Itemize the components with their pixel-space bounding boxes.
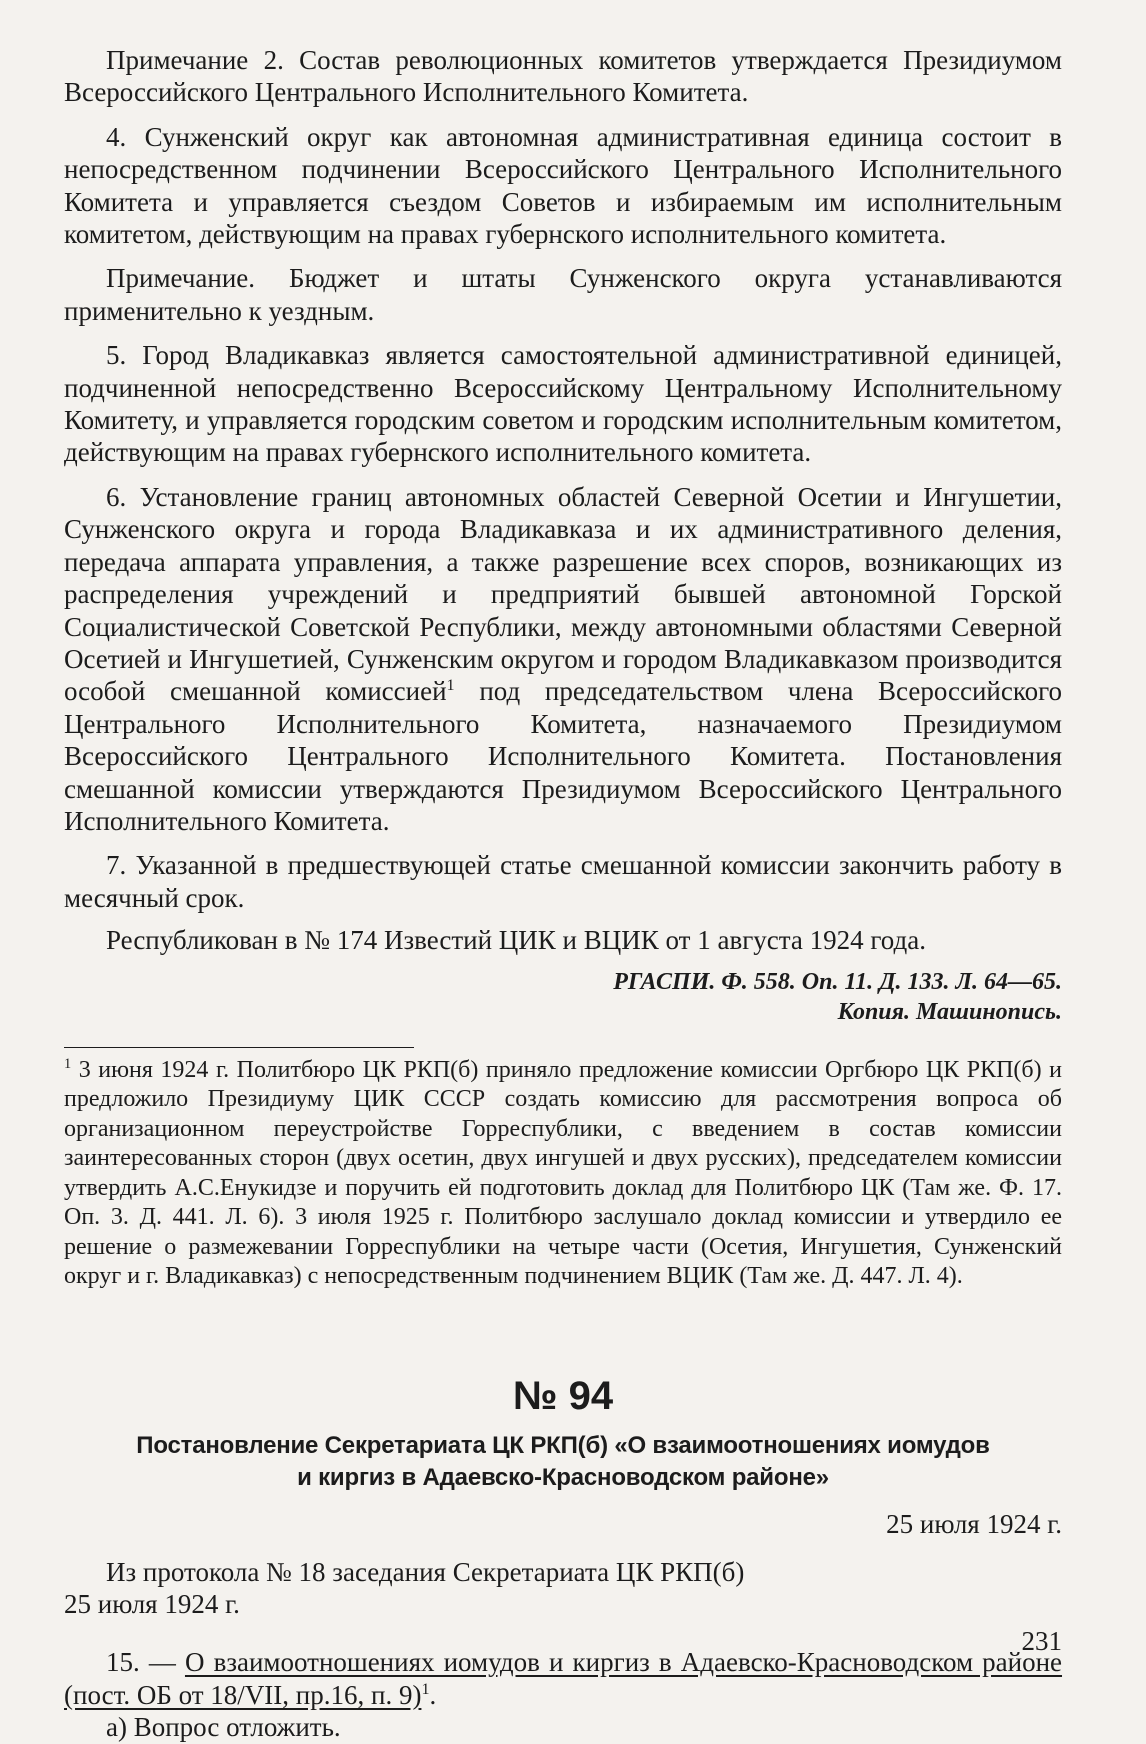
paragraph-note-2: Примечание 2. Состав революционных комитетов утверждается Президиумом Всероссийского Центрального Исполнительного Комитета. (64, 45, 1062, 108)
paragraph-article-5: 5. Город Владикавказ является самостоятельной административной единицей, подчиненной непосредственно Всероссийскому Центральному Исполнительному Комитету, и управляется городским советом и городским исполнительным комитетом, действующим на правах губернского исполнительного комитета. (64, 340, 1062, 468)
footnote-reference: 1 (446, 676, 455, 695)
paragraph-article-7: 7. Указанной в предшествующей статье смешанной комиссии закончить работу в месячный срок. (64, 850, 1062, 913)
article-6-text-after: под председательством члена Всероссийского Центрального Исполнительного Комитета, назначаемого Президиумом Всероссийского Центрального Исполнительного Комитета. Постановления смешанной комиссии утверждаются Президиумом Всероссийского Центрального Исполнительного Комитета. (64, 676, 1063, 836)
protocol-section (64, 1556, 1062, 1744)
protocol-date: 25 июля 1924 г. (64, 1588, 240, 1619)
agenda-item-period: . (429, 1679, 437, 1710)
page-number: 231 (1021, 1626, 1062, 1656)
paragraph-article-4: 4. Сунженский округ как автономная административная единица состоит в непосредственном подчинении Всероссийского Центрального Исполнительного Комитета и управляется съездом Советов и избираемым им исполнительным комитетом, действующим на правах губернского исполнительного комитета. (64, 121, 1062, 250)
document-title (64, 1430, 1062, 1494)
article-6-text-before: 6. Установление границ автономных областей Северной Осетии и Ингушетии, Сунженского округа и города Владикавказа и их административного деления, передача аппарата управления, а также разрешение всех споров, возникающих из распределения учреждений и предприятий бывшей автономной Горской Социалистической Советской Республики, между автономными областями Северной Осетией и Ингушетией, Сунженским округом и городом Владикавказом производится особой смешанной комиссией (64, 481, 1062, 707)
footnote (64, 1056, 1062, 1292)
footnote-divider (64, 1047, 414, 1048)
copy-type: Копия. Машинопись. (837, 998, 1062, 1025)
paragraph-note: Примечание. Бюджет и штаты Сунженского округа устанавливаются применительно к уездным. (64, 263, 1062, 326)
footnote-marker: 1 (64, 1055, 72, 1072)
footnote-text (64, 1056, 1062, 1292)
protocol-heading: Из протокола № 18 заседания Секретариата ЦК РКП(б) (106, 1556, 745, 1587)
document-number: № 94 (512, 1373, 614, 1418)
agenda-footnote-reference: 1 (421, 1679, 430, 1698)
agenda-item-number: 15. — (106, 1647, 185, 1678)
agenda-item-15 (64, 1646, 1062, 1711)
main-text (64, 44, 1062, 957)
paragraph-article-6 (64, 481, 1062, 837)
archive-reference: РГАСПИ. Ф. 558. Оп. 11. Д. 133. Л. 64—65. (613, 968, 1062, 995)
agenda-decision: а) Вопрос отложить. (106, 1712, 341, 1743)
document-date: 25 июля 1924 г. (886, 1508, 1062, 1539)
document-title-line-1: Постановление Секретариата ЦК РКП(б) «О взаимоотношениях иомудов (136, 1431, 990, 1459)
agenda-item-title: О взаимоотношениях иомудов и киргиз в Адаевско-Красноводском районе (пост. ОБ от 18/VII, пр.16, п. 9) (64, 1647, 1063, 1710)
footnote-body: 3 июня 1924 г. Политбюро ЦК РКП(б) приняло предложение комиссии Оргбюро ЦК РКП(б) и предложило Президиуму ЦИК СССР создать комиссию для рассмотрения вопроса об организационном переустройстве Горреспублики, с введением в состав комиссии заинтересованных сторон (двух осетин, двух ингушей и двух русских), председателем комиссии утвердить А.С.Енукидзе и поручить ей подготовить доклад для Политбюро ЦК (Там же. Ф. 17. Оп. 3. Д. 441. Л. 6). 3 июля 1925 г. Политбюро заслушало доклад комиссии и утвердило ее решение о размежевании Горреспублики на четыре части (Осетия, Ингушетия, Сунженский округ и г. Владикавказ) с непосредственным подчинением ВЦИК (Там же. Д. 447. Л. 4). (64, 1056, 1062, 1290)
document-title-line-2: и киргиз в Адаевско-Красноводском районе» (297, 1463, 829, 1491)
archive-source (64, 967, 1062, 1027)
paragraph-publication: Республикован в № 174 Известий ЦИК и ВЦИК от 1 августа 1924 года. (106, 925, 926, 956)
